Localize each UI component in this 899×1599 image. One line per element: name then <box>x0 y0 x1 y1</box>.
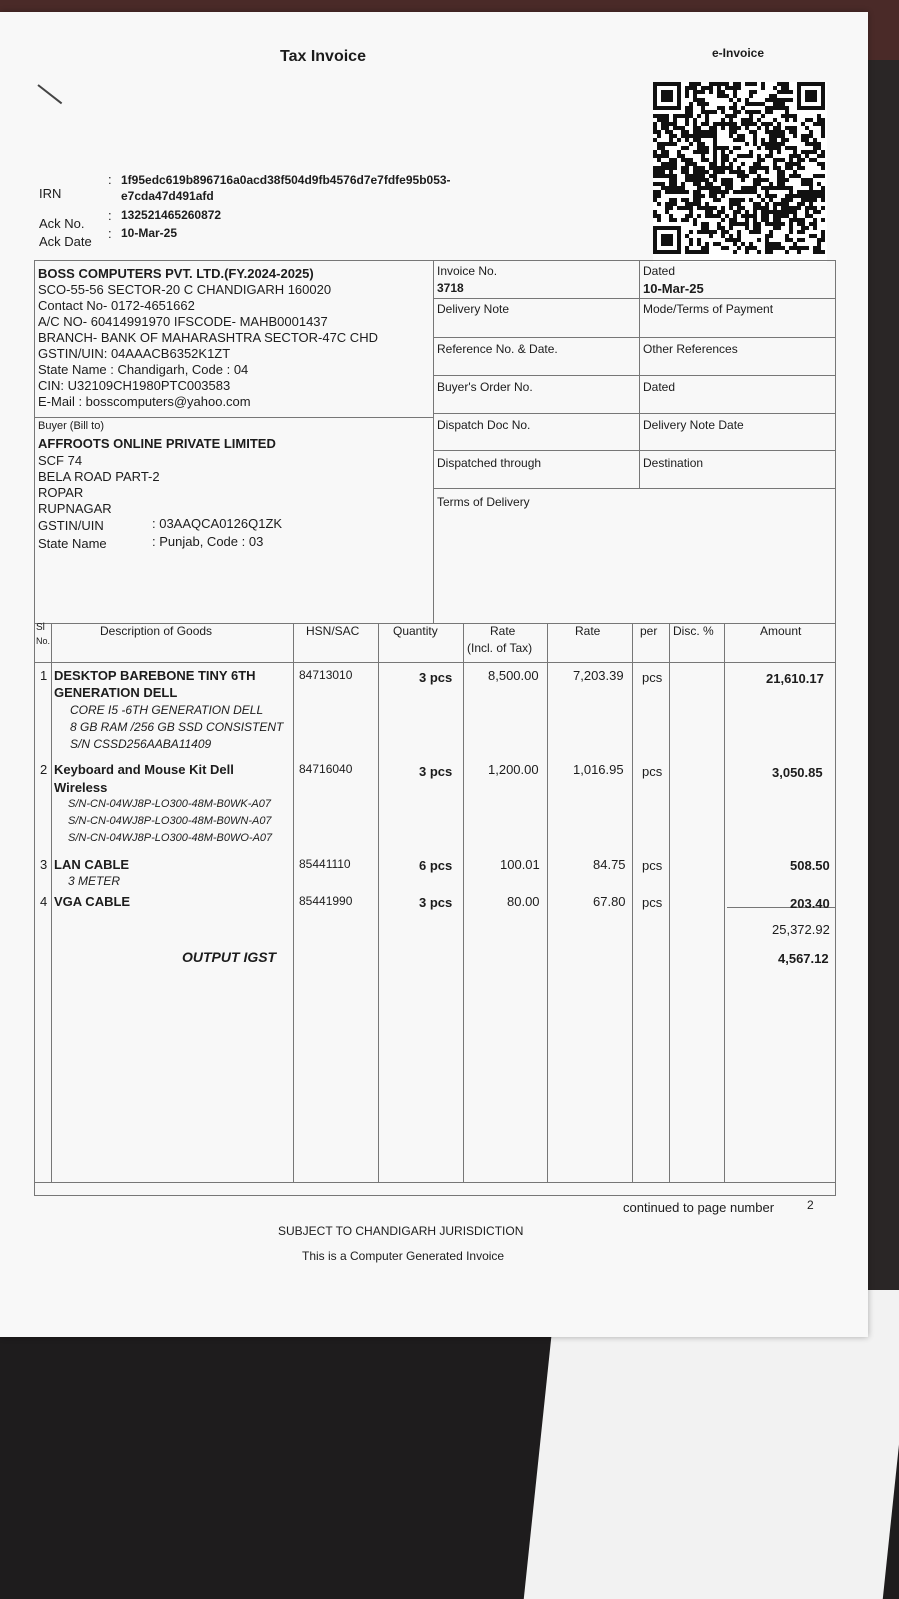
buyer-line: ROPAR <box>38 485 84 500</box>
item-sl: 4 <box>40 894 48 909</box>
header-quantity: Quantity <box>393 624 438 638</box>
qr-module <box>697 214 701 218</box>
seller-buyer-divider <box>34 417 433 418</box>
qr-module <box>721 218 725 222</box>
invoice-paper <box>0 12 868 1337</box>
box-top-border <box>34 260 836 261</box>
qr-module <box>749 154 753 158</box>
qr-module <box>669 242 673 246</box>
igst-amount: 4,567.12 <box>778 951 829 966</box>
item-detail: CORE I5 -6TH GENERATION DELL <box>70 703 264 717</box>
qr-module <box>721 170 725 174</box>
item-hsn: 85441110 <box>299 857 351 871</box>
header-hsn: HSN/SAC <box>306 624 360 638</box>
qr-module <box>713 178 717 182</box>
qr-module <box>657 202 661 206</box>
qr-module <box>701 194 705 198</box>
item-detail: S/N-CN-04WJ8P-LO300-48M-B0WO-A07 <box>68 832 273 844</box>
qr-module <box>709 234 713 238</box>
qr-module <box>725 246 729 250</box>
header-rate-incl: Rate <box>490 624 516 638</box>
item-name-2: GENERATION DELL <box>54 685 178 700</box>
qr-module <box>745 174 749 178</box>
meta-row-2 <box>433 337 835 338</box>
qr-module <box>685 146 689 150</box>
dated-value: 10-Mar-25 <box>643 281 704 296</box>
item-name-2: Wireless <box>54 780 108 795</box>
qr-module <box>673 142 677 146</box>
qr-module <box>821 154 825 158</box>
qr-module <box>737 98 741 102</box>
einvoice-label: e-Invoice <box>712 46 765 60</box>
dated-2-label: Dated <box>643 380 676 394</box>
col-desc <box>293 623 294 1182</box>
qr-module <box>709 90 713 94</box>
buyer-line: SCF 74 <box>38 453 83 468</box>
computer-generated-text: This is a Computer Generated Invoice <box>302 1249 505 1263</box>
qr-module <box>821 238 825 242</box>
divider-mid <box>433 260 434 623</box>
irn-label: IRN <box>39 186 62 201</box>
buyers-order-label: Buyer's Order No. <box>437 380 533 394</box>
qr-module <box>669 98 673 102</box>
header-description: Description of Goods <box>100 624 213 638</box>
qr-module <box>713 110 717 114</box>
qr-module <box>737 110 741 114</box>
col-rate <box>632 623 633 1182</box>
qr-module <box>689 230 693 234</box>
qr-module <box>813 198 817 202</box>
meta-row-4 <box>433 413 835 414</box>
qr-module <box>769 234 773 238</box>
irn-value-2: e7cda47d491afd <box>121 189 214 203</box>
seller-line: CIN: U32109CH1980PTC003583 <box>38 378 231 393</box>
qr-module <box>757 230 761 234</box>
qr-module <box>741 178 745 182</box>
qr-module <box>737 146 741 150</box>
table-header-bottom <box>34 662 836 663</box>
qr-module <box>717 198 721 202</box>
item-detail: S/N CSSD256AABA11409 <box>70 737 212 751</box>
qr-module <box>821 166 825 170</box>
item-detail: S/N-CN-04WJ8P-LO300-48M-B0WN-A07 <box>68 815 272 827</box>
qr-module <box>745 250 749 254</box>
dispatch-doc-label: Dispatch Doc No. <box>437 418 531 432</box>
qr-module <box>761 114 765 118</box>
qr-module <box>677 250 681 254</box>
qr-module <box>777 150 781 154</box>
item-per: pcs <box>642 858 663 873</box>
qr-module <box>797 206 801 210</box>
qr-module <box>737 246 741 250</box>
meta-row-1 <box>433 298 835 299</box>
item-qty: 6 pcs <box>419 858 453 873</box>
terms-of-delivery-label: Terms of Delivery <box>437 495 530 509</box>
qr-module <box>821 174 825 178</box>
qr-module <box>769 250 773 254</box>
qr-module <box>805 246 809 250</box>
col-rate-incl <box>547 623 548 1182</box>
qr-module <box>657 134 661 138</box>
igst-label: OUTPUT IGST <box>182 949 277 965</box>
col-sl <box>51 623 52 1182</box>
qr-module <box>785 118 789 122</box>
ack-no-colon: : <box>108 208 112 223</box>
table-bottom-inner <box>34 1182 836 1183</box>
delivery-note-label: Delivery Note <box>437 302 510 316</box>
qr-module <box>821 206 825 210</box>
qr-module <box>673 166 677 170</box>
qr-module <box>657 218 661 222</box>
invoice-title: Tax Invoice <box>280 48 366 65</box>
qr-module <box>677 138 681 142</box>
qr-module <box>729 150 733 154</box>
qr-module <box>773 194 777 198</box>
item-rate: 1,016.95 <box>573 762 624 777</box>
qr-module <box>693 222 697 226</box>
item-rate-incl: 1,200.00 <box>488 762 539 777</box>
col-disc <box>724 623 725 1182</box>
qr-module <box>777 226 781 230</box>
qr-module <box>705 150 709 154</box>
seller-line: GSTIN/UIN: 04AAACB6352K1ZT <box>38 346 231 361</box>
qr-module <box>733 114 737 118</box>
item-detail: 8 GB RAM /256 GB SSD CONSISTENT <box>70 720 284 734</box>
qr-code <box>653 82 827 262</box>
item-qty: 3 pcs <box>419 670 453 685</box>
item-name: DESKTOP BAREBONE TINY 6TH <box>54 668 256 683</box>
qr-module <box>733 158 737 162</box>
qr-module <box>789 98 793 102</box>
item-sl: 1 <box>40 668 48 683</box>
qr-module <box>753 82 757 86</box>
qr-module <box>713 230 717 234</box>
qr-module <box>821 198 825 202</box>
seller-line: State Name : Chandigarh, Code : 04 <box>38 362 249 377</box>
invoice-no-value: 3718 <box>437 281 464 295</box>
qr-module <box>821 106 825 110</box>
qr-module <box>721 194 725 198</box>
buyer-gstin-label: GSTIN/UIN <box>38 518 104 533</box>
box-left-border <box>34 260 35 1195</box>
destination-label: Destination <box>643 456 704 470</box>
dated-label: Dated <box>643 264 676 278</box>
buyer-label: Buyer (Bill to) <box>38 420 105 432</box>
qr-module <box>669 206 673 210</box>
item-amount: 508.50 <box>790 858 830 873</box>
ack-date-label: Ack Date <box>39 234 92 249</box>
qr-module <box>749 94 753 98</box>
qr-module <box>753 90 757 94</box>
ack-no-value: 132521465260872 <box>121 208 222 222</box>
qr-module <box>701 90 705 94</box>
qr-module <box>697 114 701 118</box>
qr-module <box>801 230 805 234</box>
qr-module <box>793 118 797 122</box>
header-no: No. <box>36 636 51 646</box>
header-rate-incl-tax: (Incl. of Tax) <box>467 641 533 655</box>
header-amount: Amount <box>760 624 802 638</box>
qr-module <box>745 142 749 146</box>
seller-line: BRANCH- BANK OF MAHARASHTRA SECTOR-47C CHD <box>38 330 378 345</box>
qr-module <box>761 158 765 162</box>
continued-label: continued to page number <box>623 1200 775 1215</box>
meta-row-6 <box>433 488 835 489</box>
qr-module <box>789 90 793 94</box>
continued-page: 2 <box>807 1198 814 1212</box>
other-references-label: Other References <box>643 342 738 356</box>
item-rate-incl: 80.00 <box>507 894 540 909</box>
seller-line: E-Mail : bosscomputers@yahoo.com <box>38 394 251 409</box>
header-sl: Sl <box>36 622 45 633</box>
item-per: pcs <box>642 764 663 779</box>
qr-module <box>757 146 761 150</box>
qr-module <box>785 250 789 254</box>
item-per: pcs <box>642 895 663 910</box>
qr-module <box>737 86 741 90</box>
buyer-line: BELA ROAD PART-2 <box>38 469 160 484</box>
qr-module <box>817 210 821 214</box>
qr-module <box>689 242 693 246</box>
item-hsn: 84713010 <box>299 668 353 682</box>
item-detail: S/N-CN-04WJ8P-LO300-48M-B0WK-A07 <box>68 798 271 810</box>
qr-module <box>757 126 761 130</box>
item-rate-incl: 100.01 <box>500 857 540 872</box>
qr-module <box>657 194 661 198</box>
item-amount: 3,050.85 <box>772 765 823 780</box>
qr-module <box>741 198 745 202</box>
qr-module <box>721 126 725 130</box>
item-rate: 84.75 <box>593 857 626 872</box>
qr-module <box>769 110 773 114</box>
item-amount: 21,610.17 <box>766 671 824 686</box>
item-rate: 7,203.39 <box>573 668 624 683</box>
seller-line: A/C NO- 60414991970 IFSCODE- MAHB0001437 <box>38 314 328 329</box>
qr-module <box>761 86 765 90</box>
header-per: per <box>640 624 658 638</box>
header-rate: Rate <box>575 624 601 638</box>
qr-module <box>725 190 729 194</box>
dispatched-through-label: Dispatched through <box>437 456 542 470</box>
qr-module <box>757 250 761 254</box>
item-qty: 3 pcs <box>419 895 453 910</box>
seller-line: Contact No- 0172-4651662 <box>38 298 195 313</box>
col-per <box>669 623 670 1182</box>
seller-name: BOSS COMPUTERS PVT. LTD.(FY.2024-2025) <box>38 266 314 281</box>
ack-date-value: 10-Mar-25 <box>121 226 178 240</box>
col-qty <box>463 623 464 1182</box>
qr-module <box>789 230 793 234</box>
qr-module <box>765 170 769 174</box>
qr-module <box>685 218 689 222</box>
buyer-line: RUPNAGAR <box>38 501 112 516</box>
qr-module <box>677 106 681 110</box>
qr-module <box>673 218 677 222</box>
mode-terms-label: Mode/Terms of Payment <box>643 302 774 316</box>
qr-module <box>793 134 797 138</box>
item-per: pcs <box>642 670 663 685</box>
buyer-state-label: State Name <box>38 536 107 551</box>
qr-module <box>797 250 801 254</box>
qr-module <box>785 178 789 182</box>
buyer-gstin-value: : 03AAQCA0126Q1ZK <box>152 516 283 531</box>
meta-row-5 <box>433 450 835 451</box>
item-qty: 3 pcs <box>419 764 453 779</box>
qr-module <box>781 222 785 226</box>
qr-module <box>757 238 761 242</box>
subtotal-amount: 25,372.92 <box>772 922 830 937</box>
qr-module <box>685 122 689 126</box>
qr-module <box>801 238 805 242</box>
qr-module <box>785 138 789 142</box>
qr-module <box>813 226 817 230</box>
qr-module <box>821 134 825 138</box>
ack-no-label: Ack No. <box>39 216 85 231</box>
qr-module <box>801 158 805 162</box>
buyer-name: AFFROOTS ONLINE PRIVATE LIMITED <box>38 436 276 451</box>
item-detail: 3 METER <box>68 874 121 888</box>
ack-date-colon: : <box>108 226 112 241</box>
qr-module <box>737 126 741 130</box>
qr-module <box>685 94 689 98</box>
seller-line: SCO-55-56 SECTOR-20 C CHANDIGARH 160020 <box>38 282 332 297</box>
meta-row-3 <box>433 375 835 376</box>
qr-module <box>689 142 693 146</box>
qr-module <box>789 198 793 202</box>
reference-label: Reference No. & Date. <box>437 342 558 356</box>
divider-meta <box>639 260 640 488</box>
header-disc: Disc. % <box>673 624 714 638</box>
table-bottom-border <box>34 1195 836 1196</box>
irn-colon: : <box>108 172 112 187</box>
item-amount: 203.40 <box>790 896 830 911</box>
qr-module <box>821 218 825 222</box>
item-name: Keyboard and Mouse Kit Dell <box>54 762 234 777</box>
item-sl: 2 <box>40 762 48 777</box>
irn-value-1: 1f95edc619b896716a0acd38f504d9fb4576d7e7fdfe95b053- <box>121 173 451 187</box>
qr-module <box>801 166 805 170</box>
qr-module <box>813 98 817 102</box>
qr-module <box>705 102 709 106</box>
qr-module <box>733 250 737 254</box>
qr-module <box>821 250 825 254</box>
delivery-note-date-label: Delivery Note Date <box>643 418 744 432</box>
qr-module <box>741 162 745 166</box>
item-name: VGA CABLE <box>54 894 131 909</box>
qr-module <box>805 226 809 230</box>
item-rate: 67.80 <box>593 894 626 909</box>
pen-mark <box>37 84 62 104</box>
jurisdiction-text: SUBJECT TO CHANDIGARH JURISDICTION <box>278 1224 524 1238</box>
col-hsn <box>378 623 379 1182</box>
item-rate-incl: 8,500.00 <box>488 668 539 683</box>
buyer-state-value: : Punjab, Code : 03 <box>152 534 264 549</box>
qr-module <box>685 190 689 194</box>
invoice-no-label: Invoice No. <box>437 264 498 278</box>
qr-module <box>729 226 733 230</box>
box-right-border <box>835 260 836 1195</box>
item-hsn: 85441990 <box>299 894 353 908</box>
item-name: LAN CABLE <box>54 857 130 872</box>
item-sl: 3 <box>40 857 48 872</box>
qr-module <box>705 250 709 254</box>
item-hsn: 84716040 <box>299 762 353 776</box>
